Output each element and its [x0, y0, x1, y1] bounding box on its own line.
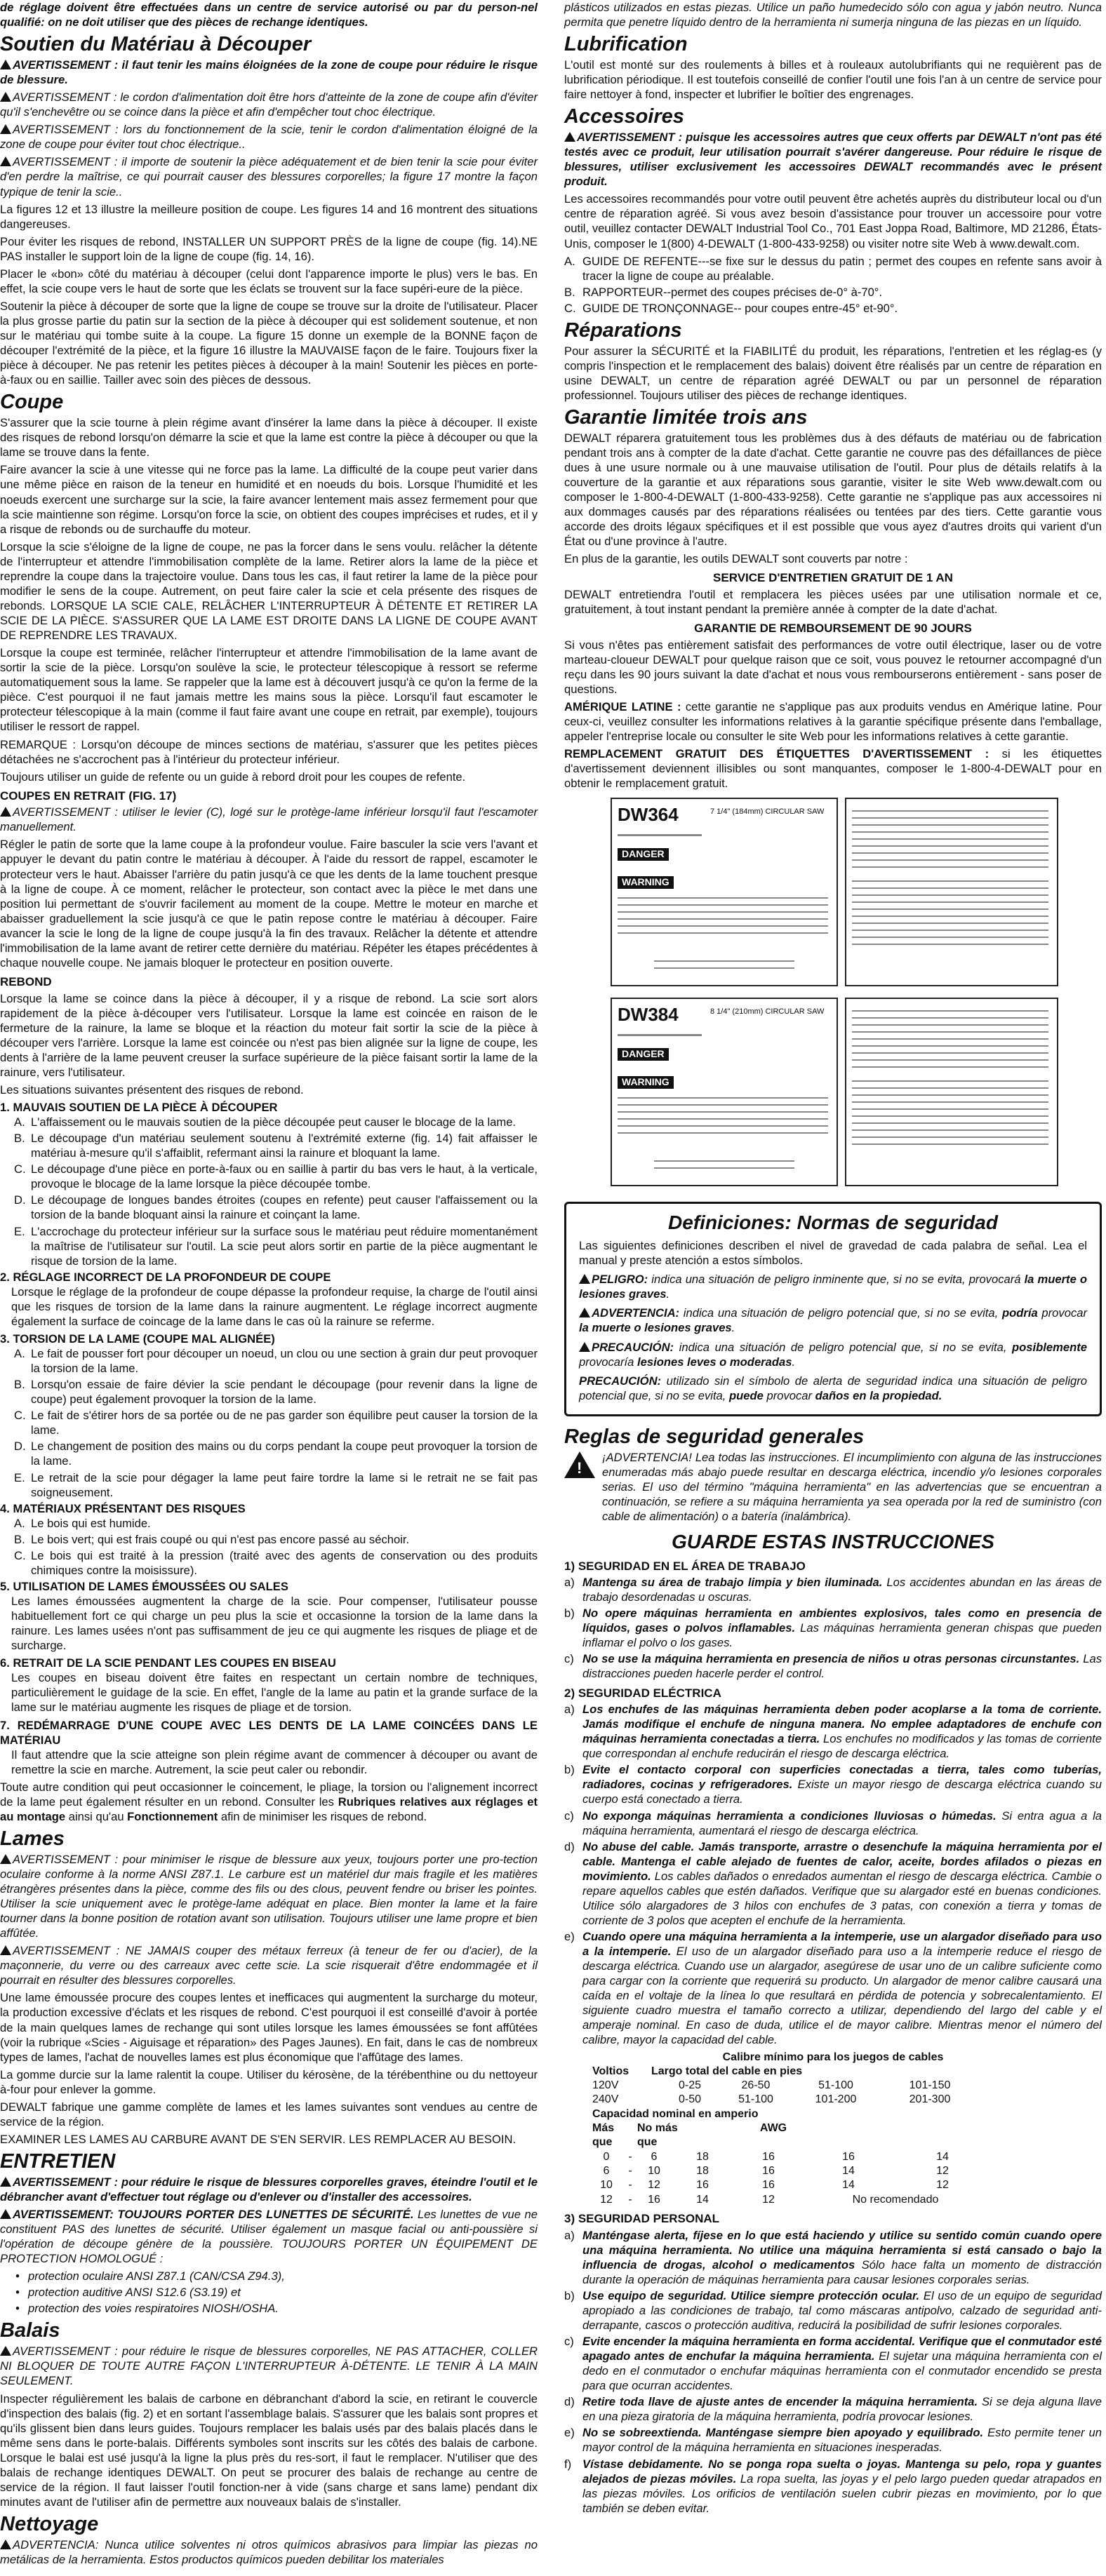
warning: AVERTISSEMENT: TOUJOURS PORTER DES LUNETTES DE SÉCURITÉ. Les lunettes de vue ne constituent PAS des lunettes de sécurité. Utiliser également un masque facial ou anti-poussière si l'opération de découpe génère de la poussière. TOUJOURS PORTER UN ÉQUIPEMENT DE PROTECTION HOMOLOGUÉ :: [0, 2208, 538, 2266]
protection-list: [0, 2269, 538, 2316]
label-warning-badge: WARNING: [618, 876, 674, 889]
paragraph: Toute autre condition qui peut occasionner le coincement, le pliage, la torsion ou l'alignement incorrect de la lame peut également résulter en un rebond. Consulter les Rubriques relatives aux réglages et au montage ainsi qu'au Fonctionnement afin de minimiser les risques de rebond.: [0, 1780, 538, 1823]
list-item: 1. MAUVAIS SOUTIEN DE LA PIÈCE À DÉCOUPER A. L'affaissement ou le mauvais soutien de la pièce découpée peut causer le blocage de la lame. B. Le découpage d'un matériau seulement soutenu à l'extrémité externe (fig. 14) fait affaisser le matériau à-mesure qu'il s'affaiblit, refermant ainsi la rainure et bloquant la lame. C. Le découpage d'une pièce en porte-à-faux ou en saillie à partir du bas vers le haut, à la verticale, provoque le blocage de la lame lorsque la pièce découpée tombe. D. Le découpage de longues bandes étroites (coupes en refente) peut causer l'affaissement ou la torsion de la bande bloquant ainsi la rainure et coinçant la lame. E. L'accrochage du protecteur inférieur sur la surface sous le matériau peut réduire momentanément la maîtrise de l'utilisateur sur l'outil. La scie peut alors sortir en partie de la pièce augmentant le risque de torsion de la lame.: [0, 1101, 538, 1268]
warning: AVERTISSEMENT : il faut tenir les mains éloignées de la zone de coupe pour réduire le risque de blessure.: [0, 58, 538, 87]
label-dw364: [611, 798, 838, 986]
list-item: • protection oculaire ANSI Z87.1 (CAN/CSA Z94.3),: [0, 2269, 538, 2283]
list-item: • protection auditive ANSI S12.6 (S3.19) et: [0, 2285, 538, 2300]
list-item: C. GUIDE DE TRONÇONNAGE-- pour coupes entre-45° et-90°.: [564, 301, 898, 315]
list-item: 2. RÉGLAGE INCORRECT DE LA PROFONDEUR DE COUPE Lorsque le réglage de la profondeur de coupe dépasse la profondeur requise, la charge de l'outil ainsi que les risques de torsion de la lame dans la rainure augmentent. Le réglage incorrect augmente également la surface de coincage de la lame dans le cas où la rainure se referme.: [0, 1270, 538, 1328]
list-item: 5. UTILISATION DE LAMES ÉMOUSSÉES OU SALES Les lames émoussées augmentent la charge de la scie. Pour compenser, l'utilisateur pousse habituellement fort ce qui charge un peu plus la scie et occasionne la torsion de la lame dans la rainure. Les lames usées n'ont pas suffisamment de jeu ce qui augmente les risques de pliage et de surcharge.: [0, 1579, 538, 1653]
warning: AVERTISSEMENT : pour minimiser le risque de blessure aux yeux, toujours porter une pro-tection oculaire conforme à la norme ANSI Z87.1. Le carbure est un matériel dur mais fragile et les matières étrangères présentes dans la pièce, comme des fils ou des clous, peuvent fendre ou briser les pointes. Utiliser la scie uniquement avec le protège-lame adéquat en place. Bien monter la lame et la faire tourner dans la bonne position de rotation avant son utilisation. Toujours utiliser une lame propre et bien affûtée.: [0, 1852, 538, 1940]
list-item: a) Los enchufes de las máquinas herramienta deben poder acoplarse a la toma de corriente. Jamás modifique el enchufe de ninguna manera. No emplee adaptadores de enchufe con máquinas herramienta conectadas a tierra. Los enchufes no modificados y las tomas de corriente que correspondan al enchufe reducirán el riesgo de descarga eléctrica.: [564, 1703, 1102, 1761]
paragraph: AMÉRIQUE LATINE : cette garantie ne s'applique pas aux produits vendus en Amérique latine. Pour ceux-ci, veuillez consulter les informations relatives à la garantie spécifique présente dans l'emballage, appeler l'entreprise locale ou consulter le site Web pour les informations relatives à cette garantie.: [564, 699, 1102, 744]
subsection-title-retrait: COUPES EN RETRAIT (FIG. 17): [0, 789, 177, 803]
list-item: B. RAPPORTEUR--permet des coupes précises de-0° à-70°.: [564, 285, 883, 299]
intro-line: de réglage doivent être effectuées dans un centre de service autorisé ou par du person-nel qualifié: on ne doit utiliser que des pièces de rechange identiques.: [0, 1, 538, 29]
list-item: • protection des voies respiratoires NIOSH/OSHA.: [0, 2301, 538, 2316]
warranty-heading: GARANTIE DE REMBOURSEMENT DE 90 JOURS: [694, 622, 972, 636]
warning-triangle-icon: [0, 2209, 11, 2219]
label-size: 7 1/4" (184mm) CIRCULAR SAW: [710, 807, 825, 817]
warning-triangle-icon: [0, 1945, 11, 1955]
paragraph: Les accessoires recommandés pour votre outil peuvent être achetés auprès du distributeur local ou d'un centre de réparation agréé. Si vous avez besoin d'assistance pour trouver un accessoire pour votre outil, veuillez contacter DEWALT Industrial Tool Co., 701 East Joppa Road, Baltimore, MD 21286, États-Unis, composer le 1(800) 4-DEWALT (1-800-433-9258) ou visiter notre site Web à www.dewalt.com.: [564, 192, 1102, 250]
personal-safety-list: [564, 2228, 1102, 2516]
section-title-garantie: Garantie limitée trois ans: [564, 405, 808, 429]
warning-triangle-icon: [0, 156, 11, 166]
paragraph: Inspecter régulièrement les balais de carbone en débranchant d'abord la scie, en retirant le couvercle d'inspection des balais (fig. 2) et en sortant l'assemblage balais. S'assurer que les balais sont propres et qu'ils glissent bien dans leurs guides. Toujours remplacer les balais usés par des balais placés dans le même sens dans le porte-balais. Différents symboles sont inscrits sur les côtés des balais de carbone. Lorsque le balai est usé jusqu'à la ligne la plus près du res-sort, il faut le remplacer. N'utiliser que des balais de rechange identiques DEWALT. On peut se procurer des balais de rechange au centre de service de la région. Il faut laisser l'outil fonction-ner à vide (sans charge et sans lame) pendant dix minutes avant de l'utiliser afin de permettre aux nouveaux balais de s'installer.: [0, 2391, 538, 2509]
definition-peligro: PELIGRO: indica una situación de peligro inminente que, si no se evita, provocará la muerte o lesiones graves.: [579, 1273, 1088, 1301]
label-dw384: [611, 998, 838, 1186]
list-item: d) No abuse del cable. Jamás transporte, arrastre o desenchufe la máquina herramienta por el cable. Mantenga el cable alejado de fuentes de calor, aceite, bordes afilados o piezas en movimiento. Los cables dañados o enredados aumentan el riesgo de descarga eléctrica. Cambie o repare aquellos cables que estén dañados. Verifique que su alargador esté en buenas condiciones. Utilice sólo alargadores de 3 hilos con enchufes de 3 patas, con conexión a tierra y tomas de corriente de 3 polos que acepten el enchufe de la herramienta.: [564, 1839, 1102, 1927]
label-danger-badge: DANGER: [618, 848, 669, 861]
section-title-balais: Balais: [0, 2319, 60, 2342]
subsection-title-rebond: REBOND: [0, 974, 52, 988]
paragraph: Régler le patin de sorte que la lame coupe à la profondeur voulue. Faire basculer la scie vers l'avant et appuyer le devant du patin contre le matériau à découper. À l'aide du ressort de rappel, escamoter le protecteur vers le haut. Abaisser l'arrière du patin jusqu'à ce que les dents de la lame touchent presque à la ligne de coupe. À ce moment, relâcher le protecteur, son contact avec la pièce le met dans une position lui permettant de s'ouvrir facilement au moment de la coupe. Mettre le moteur en marche et abaisser graduellement la scie jusqu'à ce que le patin repose contre le matériau à découper. Faire avancer la scie le long de la ligne de coupe jusqu'à la fin des travaux. Relâcher la détente et attendre l'immobilisation de la lame avant de retirer cette dernière du matériau. Répéter les étapes précédentes à chaque nouvelle coupe. Ne jamais bloquer le protecteur en position ouverte.: [0, 838, 538, 970]
definitions-title: Definiciones: Normas de seguridad: [668, 1212, 998, 1234]
warranty-heading: SERVICE D'ENTRETIEN GRATUIT DE 1 AN: [713, 571, 953, 585]
warning-triangle-icon: [0, 2346, 11, 2356]
list-item: c) No exponga máquinas herramienta a condiciones lluviosas o húmedas. Si entra agua a la máquina herramienta, aumentará el riesgo de descarga eléctrica.: [564, 1809, 1102, 1837]
paragraph: La gomme durcie sur la lame ralentit la coupe. Utiliser du kérosène, de la térébenthine ou du nettoyeur à-four pour enlever la gomme.: [0, 2067, 538, 2096]
cable-table-title: Calibre mínimo para los juegos de cables: [722, 2051, 944, 2063]
section-title-lubrification: Lubrification: [564, 33, 688, 56]
paragraph: S'assurer que la scie tourne à plein régime avant d'insérer la lame dans la pièce à découper. Il existe des risques de rebond lorsqu'on démarre la scie et que la lame est contre la pièce à découper ou que la lame se trouve dans la fente.: [0, 416, 538, 459]
subsection-title-personal: 3) SEGURIDAD PERSONAL: [564, 2211, 720, 2225]
list-item: a) Manténgase alerta, fíjese en lo que está haciendo y utilice su sentido común cuando opere una máquina herramienta. No utilice una máquina herramienta si está cansado o bajo la influencia de drogas, alcohol o medicamentos Sólo hace falta un momento de distracción durante la operación de máquinas herramienta para causar lesiones corporales serias.: [564, 2228, 1102, 2286]
label-dw364-back: [845, 798, 1058, 986]
warning-triangle-icon: [0, 60, 11, 69]
definition-advertencia: ADVERTENCIA: indica una situación de peligro potencial que, si no se evita, podría provocar la muerte o lesiones graves.: [579, 1306, 1087, 1335]
list-item: 4. MATÉRIAUX PRÉSENTANT DES RISQUES A. Le bois qui est humide. B. Le bois vert; qui est frais coupé ou qui n'est pas encore passé au séchoir. C. Le bois qui est traité à la pression (traité avec des agents de conservation ou des produits chimiques contre la moisissure).: [0, 1501, 538, 1577]
list-item: 6. RETRAIT DE LA SCIE PENDANT LES COUPES EN BISEAU Les coupes en biseau doivent être faites en respectant un certain nombre de techniques, particulièrement le guidage de la scie. En effet, l'angle de la lame au patin et la grande surface de la lame sur le matériau augmente les risques de pliage et de torsion.: [0, 1656, 538, 1715]
warning: AVERTISSEMENT : puisque les accessoires autres que ceux offerts par DEWALT n'ont pas été testés avec ce produit, leur utilisation pourrait s'avérer dangereuse. Pour réduire le risque de blessures, utiliser exclusivement les accessoires DEWALT recommandés avec le présent produit.: [564, 130, 1102, 189]
section-title-reglas: Reglas de seguridad generales: [564, 1425, 865, 1448]
warning: AVERTISSEMENT : lors du fonctionnement de la scie, tenir le cordon d'alimentation éloigné de la zone de coupe pour éviter tout choc électrique..: [0, 123, 538, 152]
warning-triangle-icon: [0, 807, 11, 817]
warning-triangle-icon: [0, 2177, 11, 2187]
list-item: e) No se sobreextienda. Manténgase siempre bien apoyado y equilibrado. Esto permite tener un mayor control de la máquina herramienta en situaciones inesperadas.: [564, 2426, 1102, 2455]
general-warning: ! ¡ADVERTENCIA! Lea todas las instrucciones. El incumplimiento con alguna de las instrucciones enumeradas más abajo puede resultar en descarga eléctrica, incendio y/o lesiones corporales serias. El uso del término "máquina herramienta" en las advertencias que se encuentran a continuación, se refiere a su máquina herramienta ya sea operada por la red de suministro (con cable de alimentación) o a batería (inalámbrica).: [564, 1450, 1102, 1524]
paragraph: Faire avancer la scie à une vitesse qui ne force pas la lame. La difficulté de la coupe peut varier dans une même pièce en raison de la teneur en humidité et en noeuds du bois. Lorsque l'humidité et les noeuds exercent une surcharge sur la scie, la faire avancer lentement mais assez fermement pour que la scie maintienne son régime. Lorsqu'on force la scie, on obtient des coupes imprécises et rudes, et il y a risque de rebonds ou de surchauffe du moteur.: [0, 463, 538, 536]
section-title-entretien: ENTRETIEN: [0, 2150, 116, 2173]
warning-labels-figure: [564, 798, 1102, 1190]
warning: AVERTISSEMENT : il importe de soutenir la pièce adéquatement et de bien tenir la scie pour éviter d'en perdre la maîtrise, ce qui pourrait causer des blessures corporelles; la figure 17 montre la façon typique de tenir la scie..: [0, 155, 538, 199]
accessory-list: [564, 254, 1102, 316]
definition-precaucion-property: PRECAUCIÓN: utilizado sin el símbolo de alerta de seguridad indica una situación de peligro potencial que, si no se evita, puede provocar daños en la propiedad.: [579, 1374, 1087, 1402]
safety-definitions-box: [564, 1202, 1102, 1416]
label-warning-badge: WARNING: [618, 1076, 674, 1089]
paragraph: La figures 12 et 13 illustre la meilleure position de coupe. Les figures 14 and 16 montrent des situations dangereuses.: [0, 202, 538, 231]
paragraph: Placer le «bon» côté du matériau à découper (celui dont l'apparence importe le plus) vers le bas. En effet, la scie coupe vers le haut de sorte que les éclats se trouvent sur la face supéri-eure de la pièce.: [0, 267, 538, 295]
list-item: e) Cuando opere una máquina herramienta a la intemperie, use un alargador diseñado para uso a la intemperie. El uso de un alargador diseñado para uso a la intemperie reduce el riesgo de descarga eléctrica. Cuando use un alargador, asegúrese de usar uno de un calibre suficiente como para cargar con la corriente que requerirá su producto. Un alargador de menor calibre causará una caída en el voltaje de la línea lo que resultará en pérdida de potencia y sobrecalentamiento. El siguiente cuadro muestra el tamaño correcto a utilizar, dependiendo del largo del cable y el amperaje nominal. En caso de duda, utilice el de mayor calibre. Mientras menor el número del calibre, mayor la capacidad del cable.: [564, 1930, 1102, 2047]
paragraph: REMPLACEMENT GRATUIT DES ÉTIQUETTES D'AVERTISSEMENT : si les étiquettes d'avertissement deviennent illisibles ou sont manquantes, composer le 1-800-4-DEWALT pour en obtenir le remplacement gratuit.: [564, 747, 1102, 791]
paragraph: Les situations suivantes présentent des risques de rebond.: [0, 1082, 304, 1096]
right-column: [564, 0, 1102, 2517]
warning-triangle-icon: [0, 2540, 11, 2549]
paragraph: plásticos utilizados en estas piezas. Utilice un paño humedecido sólo con agua y jabón neutro. Nunca permita que penetre líquido dentro de la herramienta ni sumerja ninguna de las piezas en un líquido.: [564, 1, 1102, 29]
list-item: d) Retire toda llave de ajuste antes de encender la máquina herramienta. Si se deja alguna llave en una pieza giratoria de la máquina herramienta, podría provocar lesiones.: [564, 2395, 1102, 2424]
label-danger-badge: DANGER: [618, 1048, 669, 1061]
label-dw384-back: [845, 998, 1058, 1186]
paragraph: DEWALT réparera gratuitement tous les problèmes dus à des défauts de matériau ou de fabrication pendant trois ans à compter de la date d'achat. Cette garantie ne couvre pas des défaillances de pièce dues à une usure normale ou à une mauvaise utilisation de l'outil. Pour plus de détails relatifs à la couverture de la garantie et aux réparations sous garantie, visiter le site Web www.dewalt.com ou composer le 1-800-4-DEWALT (1-800-433-9258). Cette garantie ne s'applique pas aux accessoires ni aux dommages causés par des réparations réalisées ou tentées par des tiers. Cette garantie vous accorde des droits légaux spécifiques et il est possible que vous ayez d'autres droits qui varient d'un État ou d'une province à l'autre.: [564, 431, 1102, 549]
warning-triangle-icon: [0, 1854, 11, 1864]
label-model: DW384: [618, 1004, 679, 1026]
warning-triangle-icon: [564, 132, 575, 142]
paragraph: Lorsque la lame se coince dans la pièce à découper, il y a risque de rebond. La scie sort alors rapidement de la pièce à-découper vers l'utilisateur. Lorsque la lame est coincée en raison de le fermeture de la rainure, la lame se bloque et la réaction du moteur fait sortir la scie de la pièce à découper vers l'arrière. Lorsque la lame est coincée ou n'est pas bien alignée sur la ligne de coupe, les dents à l'arrière de la lame peuvent creuser la surface supérieure de la pièce faisant sortir la lame de la rainure, vers l'utilisateur.: [0, 991, 538, 1079]
section-title-coupe: Coupe: [0, 391, 64, 414]
label-model: DW364: [618, 804, 679, 826]
paragraph: EXAMINER LES LAMES AU CARBURE AVANT DE S'EN SERVIR. LES REMPLACER AU BESOIN.: [0, 2132, 517, 2146]
list-item: f) Vístase debidamente. No se ponga ropa suelta o joyas. Mantenga su pelo, ropa y guantes alejados de piezas móviles. La ropa suelta, las joyas y el pelo largo pueden quedar atrapados en las piezas móviles. Los orificios de ventilación suelen cubrir piezas en movimiento, por lo que también se deben evitar.: [564, 2457, 1102, 2515]
list-item: a) Mantenga su área de trabajo limpia y bien iluminada. Los accidentes abundan en las áreas de trabajo desordenadas u oscuras.: [564, 1576, 1102, 1604]
label-size: 8 1/4" (210mm) CIRCULAR SAW: [710, 1007, 825, 1017]
paragraph: DEWALT entretiendra l'outil et remplacera les pièces usées par une utilisation normale et ce, gratuitement, à tout instant pendant la première année à compter de la date d'achat.: [564, 588, 1102, 617]
cable-gauge-table: Calibre mínimo para los juegos de cables Voltios Largo total del cable en pies 120V 0-25 26-50 51-100 101-150 240V 0-50 51-100 101-200 201-300 Capacidad nominal en amperio Más No más AWG que que 0 - 6 18 16 16 14 6 - 10 18 16 14 12 10 - 12 16 16 14 12 12 - 16 14 12 No recomendado: [592, 2051, 1102, 2207]
paragraph: DEWALT fabrique une gamme complète de lames et les lames suivantes sont vendues au centre de service de la région.: [0, 2100, 538, 2128]
section-title-reparations: Réparations: [564, 318, 682, 342]
list-item: A. GUIDE DE REFENTE---se fixe sur le dessus du patin ; permet des coupes en refente sans avoir à tracer la ligne de coupe au préalable.: [564, 254, 1102, 283]
warning-triangle-icon: [579, 1274, 590, 1284]
definition-precaucion: PRECAUCIÓN: indica una situación de peligro potencial que, si no se evita, posiblemente provocaría lesiones leves o moderadas.: [579, 1340, 1087, 1369]
warning: AVERTISSEMENT : le cordon d'alimentation doit être hors d'atteinte de la zone de coupe afin d'éviter qu'il s'enchevêtre ou se coince dans la pièce et afin d'empêcher tout choc électrique.: [0, 90, 538, 119]
list-item: c) No se use la máquina herramienta en presencia de niños u otras personas circunstantes. Las distracciones pueden hacerle perder el control.: [564, 1652, 1102, 1681]
warning-triangle-icon: [579, 1308, 590, 1317]
list-item: b) No opere máquinas herramienta en ambientes explosivos, tales como en presencia de líquidos, gases o polvos inflamables. Las máquinas herramienta generan chispas que pueden inflamar el polvo o los gases.: [564, 1606, 1102, 1650]
list-item: 3. TORSION DE LA LAME (COUPE MAL ALIGNÉE) A. Le fait de pousser fort pour découper un noeud, un clou ou une section à grain dur peut provoquer la torsion de la lame. B. Lorsqu'on essaie de faire dévier la scie pendant le découpage (pour revenir dans la ligne de coupe) peut également provoquer la torsion de la lame. C. Le fait de s'étirer hors de sa portée ou de ne pas garder son équilibre peut causer la torsion de la lame. D. Le changement de position des mains ou du corps pendant la coupe peut provoquer la torsion de la lame. E. Le retrait de la scie pour dégager la lame peut faire tordre la lame si le retrait ne se fait pas soigneusement.: [0, 1331, 538, 1499]
list-item: c) Evite encender la máquina herramienta en forma accidental. Verifique que el conmutador esté apagado antes de enchufar la máquina herramienta. El sujetar una máquina herramienta con el dedo en el conmutador o enchufar máquinas herramienta con el conmutador encendido se presta para que ocurran accidentes.: [564, 2335, 1102, 2393]
paragraph: En plus de la garantie, les outils DEWALT sont couverts par notre :: [564, 552, 908, 566]
warning-triangle-icon: [579, 1342, 590, 1352]
paragraph: Las siguientes definiciones describen el nivel de gravedad de cada palabra de señal. Lea el manual y preste atención a estos símbolos.: [579, 1239, 1087, 1268]
section-title-soutien: Soutien du Matériau à Découper: [0, 33, 312, 56]
list-item: b) Use equipo de seguridad. Utilice siempre protección ocular. El uso de un equipo de seguridad apropiado a las condiciones de trabajo, tal como máscaras antipolvo, calzado de seguridad anti-derrapante, cascos o protección auditiva, reducirá la posibilidad de sufrir lesiones corporales.: [564, 2288, 1102, 2332]
kickback-list: [0, 1100, 538, 1777]
left-column: [0, 0, 538, 2570]
paragraph: Lorsque la coupe est terminée, relâcher l'interrupteur et attendre l'immobilisation de la lame avant de sortir la scie de la pièce. Lorsqu'on soulève la scie, le protecteur télescopique à ressort se referme automatiquement sous la lame. Se rappeler que la lame est à découvert jusqu'à ce qu'on la ferme de la pièce. C'est pourquoi il ne faut jamais mettre les mains sous la pièce. Lorsqu'il faut escamoter le protecteur télescopique à la main (comme il faut faire avant une coupe en retrait, par exemple), toujours utiliser le ressort de rappel.: [0, 646, 538, 734]
subsection-title-area: 1) SEGURIDAD EN EL ÁREA DE TRABAJO: [564, 1559, 806, 1573]
section-title-nettoyage: Nettoyage: [0, 2513, 99, 2536]
section-title-lames: Lames: [0, 1827, 65, 1850]
subsection-title-electrica: 2) SEGURIDAD ELÉCTRICA: [564, 1686, 721, 1700]
section-title-accessoires: Accessoires: [564, 105, 684, 128]
paragraph: Soutenir la pièce à découper de sorte que la ligne de coupe se trouve sur la droite de l'utilisateur. Placer la plus grosse partie du patin sur la section de la pièce à découper qui est solidement soutenue, et non sur le matériau qui tombe suite à la coupe. La figure 15 donne un exemple de la BONNE façon de découper l'extrémité de la pièce, et la figure 16 illustre la MAUVAISE façon de le faire. Toujours fixer la pièce à découper. Ne pas retenir les petites pièces à découper à la main! Soutenir les pièces en porte-à-faux ou en saillie. Tailler avec soin des pièces de dessous.: [0, 299, 538, 387]
list-item: 7. REDÉMARRAGE D'UNE COUPE AVEC LES DENTS DE LA LAME COINCÉES DANS LE MATÉRIAU Il faut attendre que la scie atteigne son plein régime avant de commencer à découper ou avant de remettre la scie en marche. Autrement, la scie peut caler ou rebondir.: [0, 1718, 538, 1776]
paragraph: Lorsque la scie s'éloigne de la ligne de coupe, ne pas la forcer dans le sens voulu. relâcher la détente de l'interrupteur et attendre l'immobilisation complète de la lame. Retirer alors la lame de la pièce et reprendre la coupe dans la trajectoire voulue. Dans tous les cas, il faut retirer la lame de la pièce pour modifier le sens de la coupe. Autrement, on peut faire caler la scie et cela présente des risques de rebonds. LORSQUE LA SCIE CALE, RELÂCHER L'INTERRUPTEUR À DÉTENTE ET RETIRER LA SCIE DE LA PIÈCE. S'ASSURER QUE LA LAME EST DROITE DANS LA LIGNE DE COUPE AVANT DE REPRENDRE LES TRAVAUX.: [0, 539, 538, 643]
warning: AVERTISSEMENT : NE JAMAIS couper des métaux ferreux (à teneur de fer ou d'acier), de la maçonnerie, du verre ou des carreaux avec cette scie. La scie risquerait d'être endommagée et il pourrait en résulter des blessures corporelles.: [0, 1944, 538, 1987]
electrical-list: [564, 1702, 1102, 2047]
paragraph: Une lame émoussée procure des coupes lentes et inefficaces qui augmentent la surcharge du moteur, la production excessive d'éclats et les risques de rebond. C'est pourquoi il est conseillé d'avoir à portée de la main quelques lames de rechange qui sont utiles lorsque les lames émoussées se font affûtées (voir la rubrique «Scies - Aiguisage et réparation» des Pages Jaunes). En fait, dans le cas de nombreux types de lames, l'achat de nouvelles lames est plus économique que l'affûtage des lames.: [0, 1991, 538, 2064]
warning: AVERTISSEMENT : pour réduire le risque de blessures corporelles graves, éteindre l'outil et le débrancher avant d'effectuer tout réglage ou d'enlever ou d'installer des accessoires.: [0, 2175, 538, 2203]
warning: AVERTISSEMENT : utiliser le levier (C), logé sur le protège-lame inférieur lorsqu'il faut l'escamoter manuellement.: [0, 805, 538, 834]
list-item: b) Evite el contacto corporal con superficies conectadas a tierra, tales como tuberías, radiadores, cocinas y refrigeradores. Existe un mayor riesgo de descarga eléctrica cuando su cuerpo está conectado a tierra.: [564, 1763, 1102, 1806]
paragraph: Toujours utiliser un guide de refente ou un guide à rebord droit pour les coupes de refente.: [0, 770, 466, 784]
warning: ADVERTENCIA: Nunca utilice solventes ni otros químicos abrasivos para limpiar las piezas no metálicas de la herramienta. Estos productos químicos pueden debilitar los materiales: [0, 2537, 538, 2566]
warning: AVERTISSEMENT : pour réduire le risque de blessures corporelles, NE PAS ATTACHER, COLLER NI BLOQUER DE TOUTE AUTRE FAÇON L'INTERRUPTEUR À-DÉTENTE. LE TENIR À LA MAIN SEULEMENT.: [0, 2344, 538, 2388]
save-instructions-heading: GUARDE ESTAS INSTRUCCIONES: [672, 1530, 994, 1552]
paragraph: Si vous n'êtes pas entièrement satisfait des performances de votre outil électrique, laser ou de votre marteau-cloueur DEWALT pour quelque raison que ce soit, vous pouvez le retourner accompagné d'un reçu dans les 90 jours suivant la date d'achat et nous vous rembourserons entièrement - sans poser de questions.: [564, 638, 1102, 696]
warning-triangle-icon: [564, 1451, 595, 1478]
paragraph: L'outil est monté sur des roulements à billes et à rouleaux autolubrifiants qui ne requièrent pas de lubrification périodique. Il est toutefois conseillé de confier l'outil une fois l'an à un centre de service pour faire nettoyer à fond, inspecter et lubrifier le boîtier des engrenages.: [564, 58, 1102, 102]
warning-triangle-icon: [0, 92, 11, 102]
warning-triangle-icon: [0, 124, 11, 134]
work-area-list: [564, 1575, 1102, 1681]
paragraph: REMARQUE : Lorsqu'on découpe de minces sections de matériau, s'assurer que les petites pièces détachées ne s'accrochent pas à l'intérieur du protecteur inférieur.: [0, 737, 538, 766]
paragraph: Pour éviter les risques de rebond, INSTALLER UN SUPPORT PRÈS de la ligne de coupe (fig. 14).NE PAS installer le support loin de la ligne de coupe (fig. 14, 16).: [0, 234, 538, 263]
paragraph: Pour assurer la SÉCURITÉ et la FIABILITÉ du produit, les réparations, l'entretien et les réglag-es (y compris l'inspection et le remplacement des balais) doivent être réalisés par un centre de réparation en usine DEWALT, un centre de réparation agréé DEWALT ou par un personnel de réparation professionnel. Toujours utiliser des pièces de rechange identiques.: [564, 344, 1102, 402]
